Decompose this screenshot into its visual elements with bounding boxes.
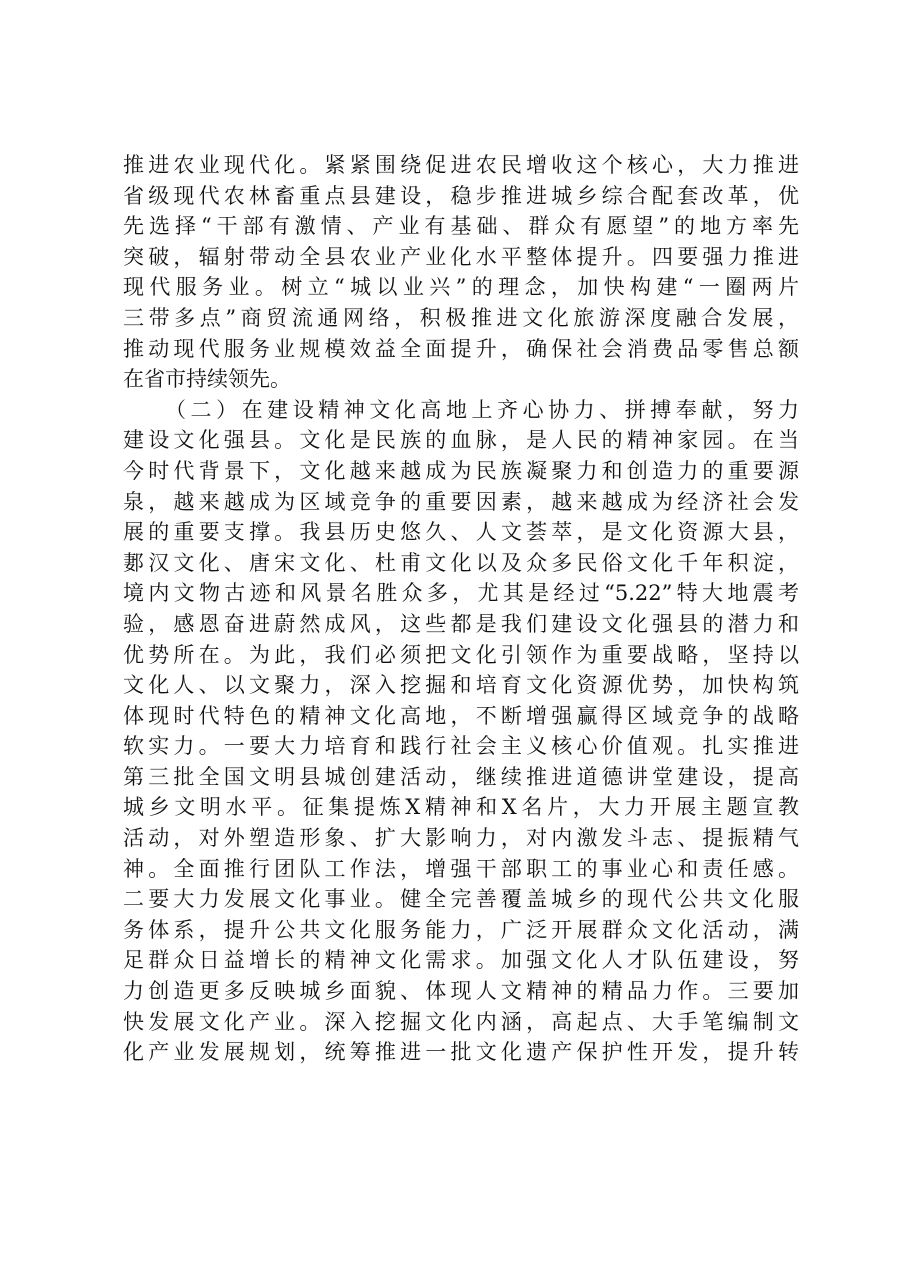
text-line: 软实力。一要大力培育和践行社会主义核心价值观。扎实推进 [123, 734, 799, 759]
text-line: 在省市持续领先。 [123, 367, 291, 392]
text-line: 展的重要支撑。我县历史悠久、人文荟萃，是文化资源大县， [123, 520, 799, 545]
text-line: 现代服务业。树立“城以业兴”的理念，加快构建“一圈两片 [123, 275, 799, 300]
text-line: 化产业发展规划，统筹推进一批文化遗产保护性开发，提升转 [123, 1040, 799, 1065]
text-line: 务体系，提升公共文化服务能力，广泛开展群众文化活动，满 [123, 917, 799, 942]
text-line: 推动现代服务业规模效益全面提升，确保社会消费品零售总额 [123, 336, 799, 361]
text-line: 验，感恩奋进蔚然成风，这些都是我们建设文化强县的潜力和 [123, 611, 799, 636]
text-line: 快发展文化产业。深入挖掘文化内涵，高起点、大手笔编制文 [123, 1009, 799, 1034]
section-heading-line: （二）在建设精神文化高地上齐心协力、拼搏奉献，努力 [165, 397, 799, 422]
text-line: 城乡文明水平。征集提炼X精神和X名片，大力开展主题宣教 [123, 795, 799, 820]
text-line: 二要大力发展文化事业。健全完善覆盖城乡的现代公共文化服 [123, 887, 799, 912]
text-line: 建设文化强县。文化是民族的血脉，是人民的精神家园。在当 [123, 428, 799, 453]
text-line: 体现时代特色的精神文化高地，不断增强赢得区域竞争的战略 [123, 703, 799, 728]
text-line: 境内文物古迹和风景名胜众多，尤其是经过“5.22”特大地震考 [123, 581, 799, 606]
text-line: 足群众日益增长的精神文化需求。加强文化人才队伍建设，努 [123, 948, 799, 973]
text-line: 第三批全国文明县城创建活动，继续推进道德讲堂建设，提高 [123, 764, 799, 789]
text-line: 推进农业现代化。紧紧围绕促进农民增收这个核心，大力推进 [123, 153, 799, 177]
text-line: 省级现代农林畜重点县建设，稳步推进城乡综合配套改革，优 [123, 183, 799, 208]
text-line: 活动，对外塑造形象、扩大影响力，对内激发斗志、提振精气 [123, 826, 799, 851]
body-text [123, 150, 799, 1068]
text-line: 力创造更多反映城乡面貌、体现人文精神的精品力作。三要加 [123, 979, 799, 1004]
text-line: 先选择“干部有激情、产业有基础、群众有愿望”的地方率先 [123, 214, 799, 239]
text-line: 今时代背景下，文化越来越成为民族凝聚力和创造力的重要源 [123, 458, 799, 483]
text-line: 突破，辐射带动全县农业产业化水平整体提升。四要强力推进 [123, 244, 799, 269]
text-line: 文化人、以文聚力，深入挖掘和培育文化资源优势，加快构筑 [123, 673, 799, 698]
text-line: 泉，越来越成为区域竞争的重要因素，越来越成为经济社会发 [123, 489, 799, 514]
text-line: 神。全面推行团队工作法，增强干部职工的事业心和责任感。 [123, 856, 799, 881]
text-line: 优势所在。为此，我们必须把文化引领作为重要战略，坚持以 [123, 642, 799, 667]
text-line: 郪汉文化、唐宋文化、杜甫文化以及众多民俗文化千年积淀， [123, 550, 799, 575]
text-line: 三带多点”商贸流通网络，积极推进文化旅游深度融合发展， [123, 305, 799, 330]
